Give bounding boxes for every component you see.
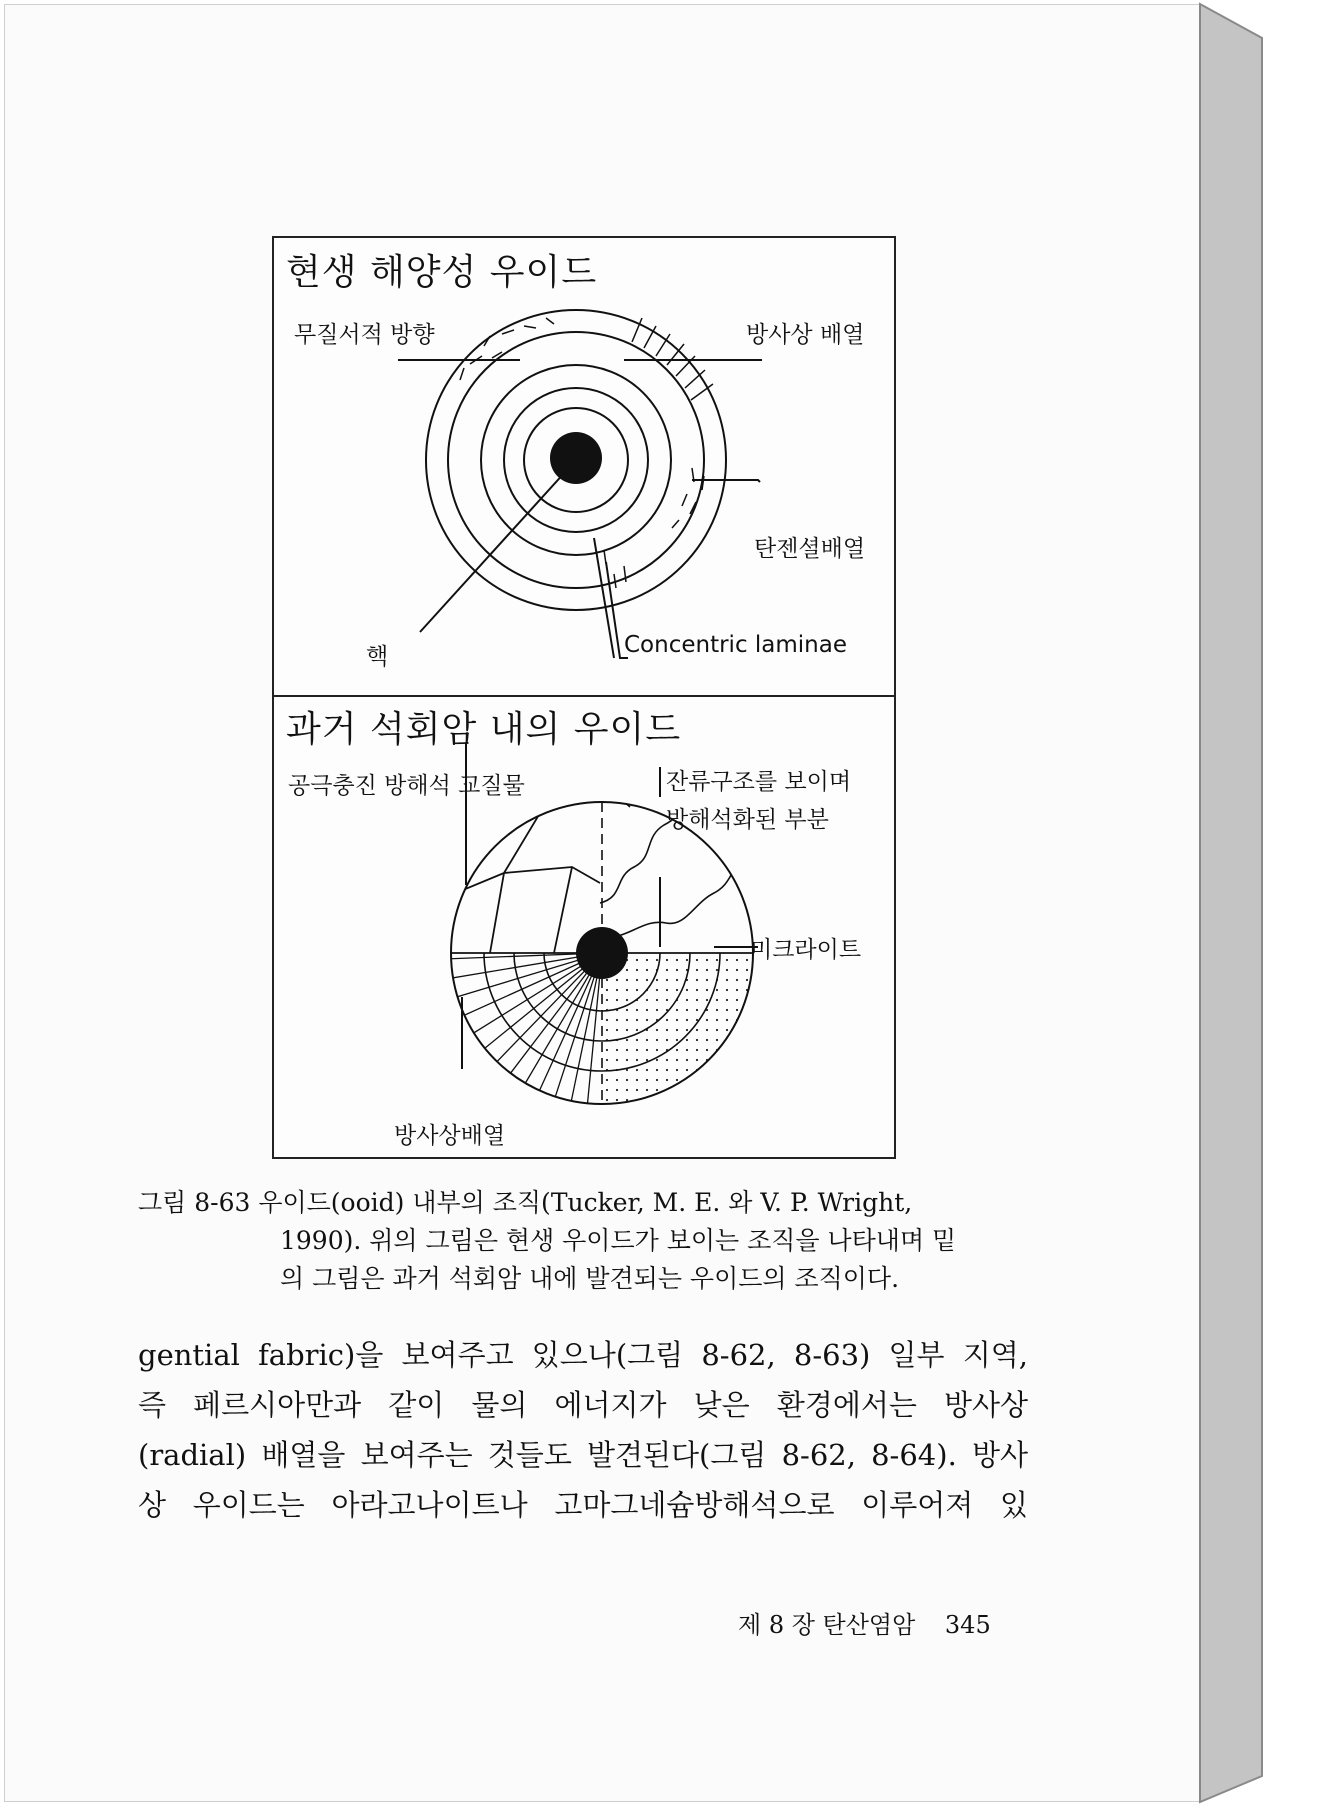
panel-title-modern: 현생 해양성 우이드: [286, 252, 598, 293]
figure-panel-modern-ooid: [272, 236, 896, 697]
leader-lines: [398, 360, 762, 658]
nucleus-core: [550, 432, 602, 484]
caption-line-3: 의 그림은 과거 석회암 내에 발견되는 우이드의 조직이다.: [280, 1264, 900, 1293]
label-micrite: 미크라이트: [750, 937, 862, 963]
panel-title-ancient: 과거 석회암 내의 우이드: [286, 709, 682, 750]
body-paragraph: [138, 1330, 1028, 1530]
caption-line-2: 1990). 위의 그림은 현생 우이드가 보이는 조직을 나타내며 밑: [280, 1226, 957, 1255]
label-relict-line1: 잔류구조를 보이며: [666, 769, 852, 795]
modern-ooid-diagram: [274, 238, 898, 699]
body-line-4: 상 우이드는 아라고나이트나 고마그네슘방해석으로 이루어져 있: [138, 1488, 1028, 1522]
radial-fibers: [444, 953, 602, 1119]
figure-caption: [138, 1184, 1028, 1298]
label-radial-bottom: 방사상배열: [394, 1123, 506, 1149]
label-tangential-array: 탄젠셜배열: [754, 536, 866, 562]
body-line-1: gential fabric)을 보여주고 있으나(그림 8-62, 8-63) 일부 지역,: [138, 1338, 1028, 1372]
body-line-3: (radial) 배열을 보여주는 것들도 발견된다(그림 8-62, 8-64). 방사: [138, 1438, 1028, 1472]
chapter-label: 제 8 장 탄산염암: [738, 1611, 916, 1639]
figure-panel-ancient-ooid: [272, 695, 896, 1159]
label-nucleus: 핵: [366, 644, 389, 670]
page-number: 345: [944, 1611, 991, 1639]
label-void-fill-cement: 공극충진 방해석 교질물: [288, 773, 525, 799]
label-radial-array: 방사상 배열: [746, 322, 865, 348]
page-footer: [738, 1605, 991, 1640]
nucleus-core-ancient: [576, 927, 628, 979]
label-relict-line2: 방해석화된 부분: [666, 807, 829, 833]
body-line-2: 즉 페르시아만과 같이 물의 에너지가 낮은 환경에서는 방사상: [138, 1388, 1028, 1422]
label-random-orientation: 무질서적 방향: [294, 322, 435, 348]
label-concentric-laminae: Concentric laminae: [624, 632, 848, 658]
micrite-fill: [602, 953, 802, 1153]
caption-line-1: 그림 8-63 우이드(ooid) 내부의 조직(Tucker, M. E. 와 V. P. Wright,: [138, 1188, 913, 1217]
